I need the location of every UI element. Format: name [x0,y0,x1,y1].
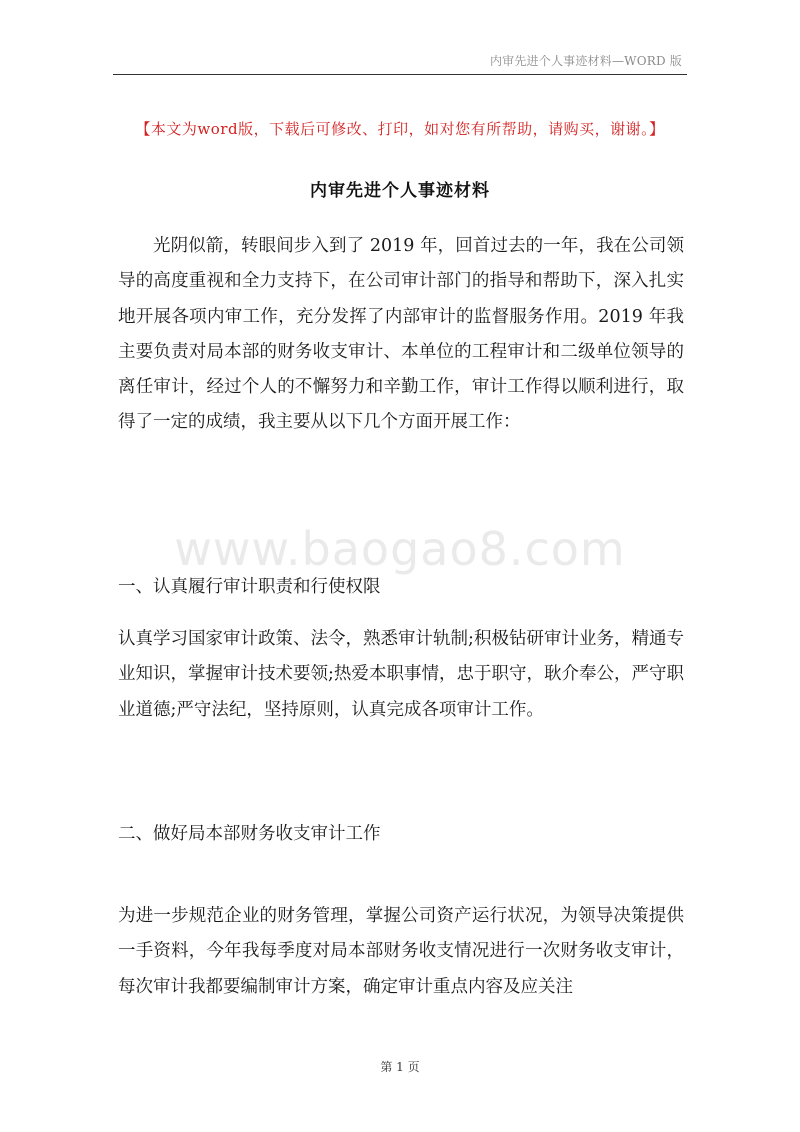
page-number: 第 1 页 [380,1060,420,1074]
intro-paragraph: 光阴似箭，转眼间步入到了 2019 年，回首过去的一年，我在公司领导的高度重视和全力支持下，在公司审计部门的指导和帮助下，深入扎实地开展各项内审工作，充分发挥了内部审计的监督服务作用。2019 年我主要负责对局本部的财务收支审计、本单位的工程审计和二级单位领导的离任审计，经过个人的不懈努力和辛勤工作，审计工作得以顺利进行，取得了一定的成绩，我主要从以下几个方面开展工作： [118,236,684,433]
purchase-notice: 【本文为word版，下载后可修改、打印，如对您有所帮助，请购买，谢谢。】 [135,120,665,138]
running-header: 内审先进个人事迹材料—WORD 版 [489,54,682,68]
section-body-1: 认真学习国家审计政策、法令，熟悉审计轨制;积极钻研审计业务，精通专业知识，掌握审计技术要领;热爱本职事情，忠于职守，耿介奉公，严守职业道德;严守法纪，坚持原则，认真完成各项审计工作。 [118,629,684,720]
watermark-text: www.baogao8.com [174,522,626,576]
section-heading-1: 一、认真履行审计职责和行使权限 [118,577,381,597]
section-body-2: 为进一步规范企业的财务管理，掌握公司资产运行状况，为领导决策提供一手资料，今年我每季度对局本部财务收支情况进行一次财务收支审计，每次审计我都要编制审计方案，确定审计重点内容及应关注 [118,906,684,997]
header-divider [113,74,687,75]
section-heading-2: 二、做好局本部财务收支审计工作 [118,824,381,844]
document-title: 内审先进个人事迹材料 [310,181,490,201]
